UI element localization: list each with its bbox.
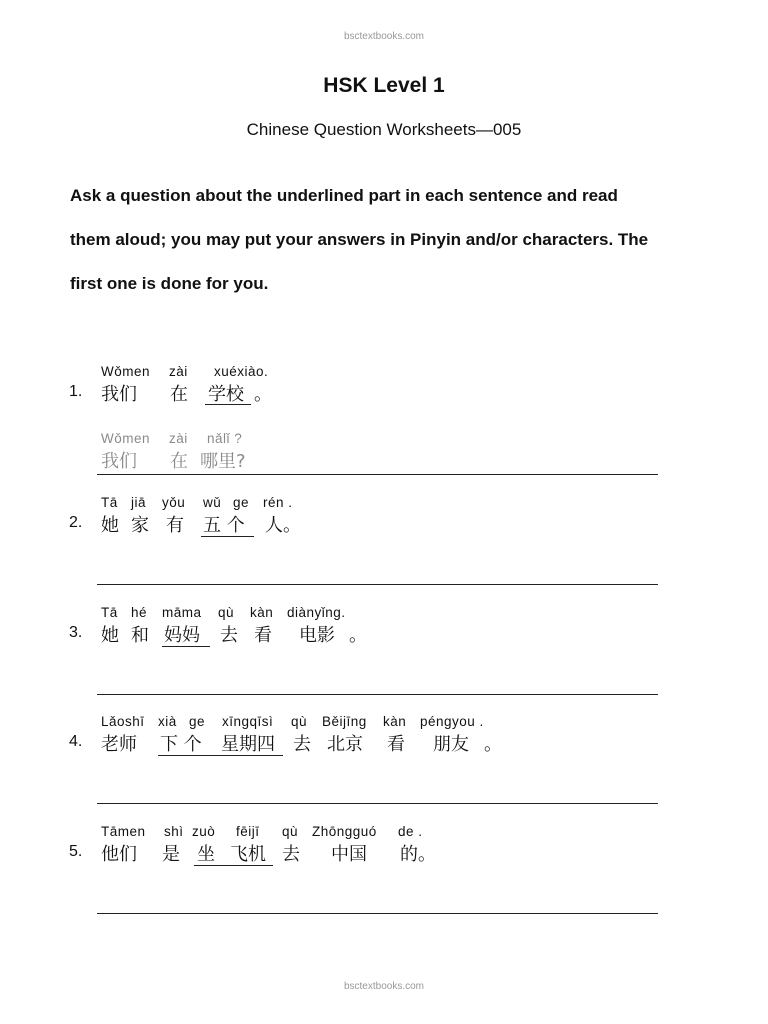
hanzi-word-underlined: 星期四: [221, 734, 275, 755]
hanzi-word: 。: [484, 734, 502, 755]
pinyin-word: xuéxiào.: [214, 364, 269, 379]
hanzi-word: 我们: [101, 384, 137, 405]
hanzi-word: 她: [101, 515, 119, 536]
pinyin-word: ge: [189, 714, 206, 729]
pinyin-word: Tā: [101, 495, 118, 510]
answer-pinyin-word: Wǒmen: [101, 431, 151, 446]
pinyin-word: jiā: [131, 495, 147, 510]
pinyin-word: wǔ: [203, 495, 222, 510]
pinyin-word: ge: [233, 495, 250, 510]
pinyin-word: diànyǐng.: [287, 605, 346, 620]
pinyin-word: zuò: [192, 824, 216, 839]
hanzi-word: 他们: [101, 844, 137, 865]
underline: [162, 646, 210, 647]
hanzi-word-underlined: 坐: [197, 844, 215, 865]
pinyin-word: Zhōngguó: [312, 824, 377, 839]
question-5: [0, 824, 768, 934]
question-number: 5.: [69, 843, 83, 860]
hanzi-word: 。: [254, 384, 272, 405]
pinyin-word: yǒu: [162, 495, 186, 510]
instruction-line-3: first one is done for you.: [70, 274, 269, 293]
hanzi-word: 去: [293, 734, 311, 755]
hanzi-word: 去: [220, 625, 238, 646]
pinyin-word: qù: [282, 824, 299, 839]
answer-hanzi-word: 哪里?: [200, 451, 246, 472]
question-3: [0, 605, 768, 715]
answer-line: [97, 694, 658, 695]
hanzi-word-underlined: 下 个: [160, 734, 202, 755]
hanzi-word-underlined: 学校: [208, 384, 244, 405]
answer-hanzi-word: 我们: [101, 451, 137, 472]
pinyin-word: péngyou .: [420, 714, 484, 729]
page-title: HSK Level 1: [323, 74, 445, 97]
underline: [158, 755, 283, 756]
hanzi-word: 看: [387, 734, 405, 755]
hanzi-word-underlined: 妈妈: [164, 625, 200, 646]
question-4: [0, 714, 768, 824]
pinyin-word: māma: [162, 605, 202, 620]
hanzi-word: 的。: [400, 844, 436, 865]
pinyin-word: rén .: [263, 495, 293, 510]
question-number: 1.: [69, 383, 83, 400]
question-2: [0, 495, 768, 605]
pinyin-word: Běijīng: [322, 714, 367, 729]
underline: [201, 536, 254, 537]
site-watermark-top: bsctextbooks.com: [343, 31, 425, 42]
site-watermark-bottom: bsctextbooks.com: [343, 981, 425, 992]
pinyin-word: zài: [169, 364, 188, 379]
pinyin-word: xià: [158, 714, 177, 729]
hanzi-word-underlined: 五 个: [203, 515, 245, 536]
page-subtitle: Chinese Question Worksheets—005: [246, 120, 522, 139]
pinyin-word: hé: [131, 605, 148, 620]
answer-hanzi-word: 在: [170, 451, 188, 472]
hanzi-word: 朋友: [433, 734, 469, 755]
hanzi-word: 。: [349, 625, 367, 646]
pinyin-word: qù: [218, 605, 235, 620]
underline: [205, 404, 251, 405]
hanzi-word: 中国: [331, 844, 367, 865]
hanzi-word: 和: [131, 625, 149, 646]
pinyin-word: de .: [398, 824, 423, 839]
question-1: [0, 364, 768, 474]
hanzi-word-underlined: 飞机: [230, 844, 266, 865]
hanzi-word: 人。: [265, 515, 301, 536]
pinyin-word: kàn: [250, 605, 274, 620]
instruction-line-2: them aloud; you may put your answers in Pinyin and/or characters. The: [70, 230, 649, 249]
pinyin-word: Tāmen: [101, 824, 146, 839]
hanzi-word: 是: [162, 844, 180, 865]
hanzi-word: 有: [166, 515, 184, 536]
question-number: 3.: [69, 624, 83, 641]
question-number: 4.: [69, 733, 83, 750]
pinyin-word: kàn: [383, 714, 407, 729]
hanzi-word: 她: [101, 625, 119, 646]
hanzi-word: 北京: [327, 734, 363, 755]
answer-pinyin-word: zài: [169, 431, 188, 446]
hanzi-word: 去: [282, 844, 300, 865]
hanzi-word: 在: [170, 384, 188, 405]
pinyin-word: shì: [164, 824, 184, 839]
hanzi-word: 家: [131, 515, 149, 536]
hanzi-word: 看: [254, 625, 272, 646]
instruction-line-1: Ask a question about the underlined part in each sentence and read: [70, 186, 618, 205]
pinyin-word: Tā: [101, 605, 118, 620]
answer-line: [97, 474, 658, 475]
pinyin-word: Lǎoshī: [101, 714, 145, 729]
pinyin-word: qù: [291, 714, 308, 729]
answer-line: [97, 584, 658, 585]
answer-line: [97, 913, 658, 914]
question-number: 2.: [69, 514, 83, 531]
answer-pinyin-word: nǎlǐ ?: [207, 431, 243, 446]
pinyin-word: xīngqīsì: [222, 714, 274, 729]
pinyin-word: fēijī: [236, 824, 260, 839]
hanzi-word: 电影: [299, 625, 335, 646]
answer-line: [97, 803, 658, 804]
underline: [194, 865, 273, 866]
hanzi-word: 老师: [101, 734, 137, 755]
pinyin-word: Wǒmen: [101, 364, 151, 379]
